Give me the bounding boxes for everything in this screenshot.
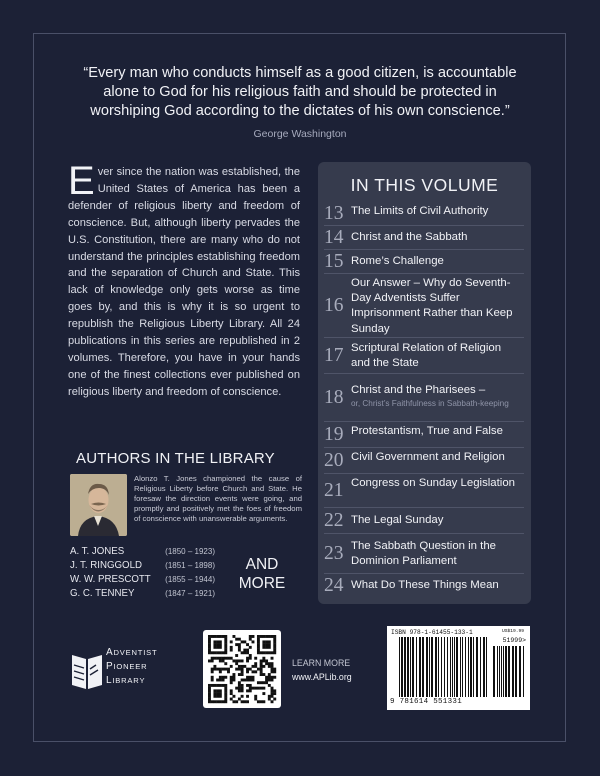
toc-number: 17 bbox=[324, 345, 344, 366]
toc-title: Civil Government and Religion bbox=[351, 451, 505, 463]
quote-line: “Every man who conducts himself as a good citizen, is accountable bbox=[83, 65, 517, 81]
toc-title: What Do These Things Mean bbox=[351, 579, 499, 592]
quote-attribution: George Washington bbox=[253, 128, 347, 140]
toc-item bbox=[324, 422, 524, 448]
author-bio: Alonzo T. Jones championed the cause of Religious Liberty before Church and State. He foresaw the direction events were going, and promptly and positively met the foes of freedom of conscience with unanswerable arguments. bbox=[134, 474, 302, 523]
learn-more: LEARN MORE www.APLib.org bbox=[292, 658, 352, 682]
author-row: G. C. TENNEY (1847 – 1921) bbox=[70, 588, 215, 599]
drop-cap: E bbox=[68, 159, 95, 203]
toc-title: Rome’s Challenge bbox=[351, 255, 444, 268]
toc-item bbox=[324, 534, 524, 574]
isbn-barcode: ISBN 978-1-61455-133-1 US$19.99 51999> 9 781614 551331 bbox=[387, 626, 530, 710]
toc-item bbox=[324, 202, 524, 226]
toc-item bbox=[324, 226, 524, 250]
toc-item bbox=[324, 508, 524, 534]
toc-title: Congress on Sunday Legislation bbox=[351, 477, 516, 489]
and-more-label: AND MORE bbox=[238, 556, 286, 592]
toc-item bbox=[324, 338, 524, 374]
toc-number: 23 bbox=[324, 543, 344, 564]
toc-item bbox=[324, 574, 524, 598]
toc-title: The Sabbath Question in the Dominion Parliament bbox=[351, 539, 497, 567]
toc-title: The Legal Sunday bbox=[351, 514, 444, 527]
toc-number: 20 bbox=[324, 450, 344, 471]
author-row: W. W. PRESCOTT (1855 – 1944) bbox=[70, 574, 215, 585]
toc-number: 16 bbox=[324, 295, 344, 316]
toc-number: 22 bbox=[324, 510, 344, 531]
toc-title: The Limits of Civil Authority bbox=[351, 205, 489, 217]
volume-title: IN THIS VOLUME bbox=[350, 175, 499, 195]
toc-title: Christ and the Pharisees – or, Christ’s Faithfulness in Sabbath-keeping bbox=[351, 383, 521, 409]
publisher-name: ADVENTIST PIONEER LIBRARY bbox=[106, 647, 158, 686]
toc-item bbox=[324, 374, 524, 422]
qr-code-icon bbox=[203, 630, 281, 708]
toc-subtitle: or, Christ’s Faithfulness in Sabbath-keeping bbox=[351, 399, 509, 408]
toc-item bbox=[324, 474, 524, 508]
intro-paragraph bbox=[68, 159, 300, 401]
toc-number: 13 bbox=[324, 203, 344, 224]
toc-title: Protestantism, True and False bbox=[351, 425, 503, 437]
portrait-image bbox=[70, 474, 127, 536]
quote-line: alone to God for his religious faith and should be protected in bbox=[103, 84, 497, 100]
toc-number: 14 bbox=[324, 227, 344, 248]
toc-item bbox=[324, 250, 524, 274]
toc-number: 21 bbox=[324, 480, 344, 501]
author-row: A. T. JONES (1850 – 1923) bbox=[70, 546, 215, 557]
toc-number: 18 bbox=[324, 387, 344, 408]
author-list bbox=[70, 546, 215, 602]
volume-contents-panel bbox=[318, 162, 531, 604]
qr-code[interactable] bbox=[203, 630, 281, 708]
toc-number: 24 bbox=[324, 575, 344, 596]
toc-title: Christ and the Sabbath bbox=[351, 231, 468, 244]
authors-heading: AUTHORS IN THE LIBRARY bbox=[76, 450, 275, 467]
toc-title: Scriptural Relation of Religion and the State bbox=[351, 341, 502, 369]
toc-title: Our Answer – Why do Seventh-Day Adventists Suffer Imprisonment Rather than Keep Sunday bbox=[351, 277, 513, 335]
toc-item bbox=[324, 448, 524, 474]
website-link[interactable]: www.APLib.org bbox=[292, 672, 352, 682]
intro-text: ver since the nation was established, the United States of America has been a defender of religious liberty and freedom of conscience. But, although liberty pervades the U.S. Constitution, there are many who do not understand the principles establishing freedom and the separation of Church and State. This lack of knowledge only gets worse as time goes by, and this is why it is so urgent to republish the Religious Liberty Library. All 24 publications in this series are republished in 2 volumes. Therefore, you have in your hands one of the finest collections ever published on religious liberty and freedom of conscience. bbox=[68, 166, 300, 398]
author-portrait bbox=[70, 474, 127, 536]
toc-item bbox=[324, 274, 524, 338]
author-row: J. T. RINGGOLD (1851 – 1898) bbox=[70, 560, 215, 571]
toc-number: 15 bbox=[324, 251, 344, 272]
epigraph-quote bbox=[70, 64, 530, 121]
toc-number: 19 bbox=[324, 424, 344, 445]
quote-line: worshiping God according to the dictates of his own conscience.” bbox=[90, 103, 510, 119]
